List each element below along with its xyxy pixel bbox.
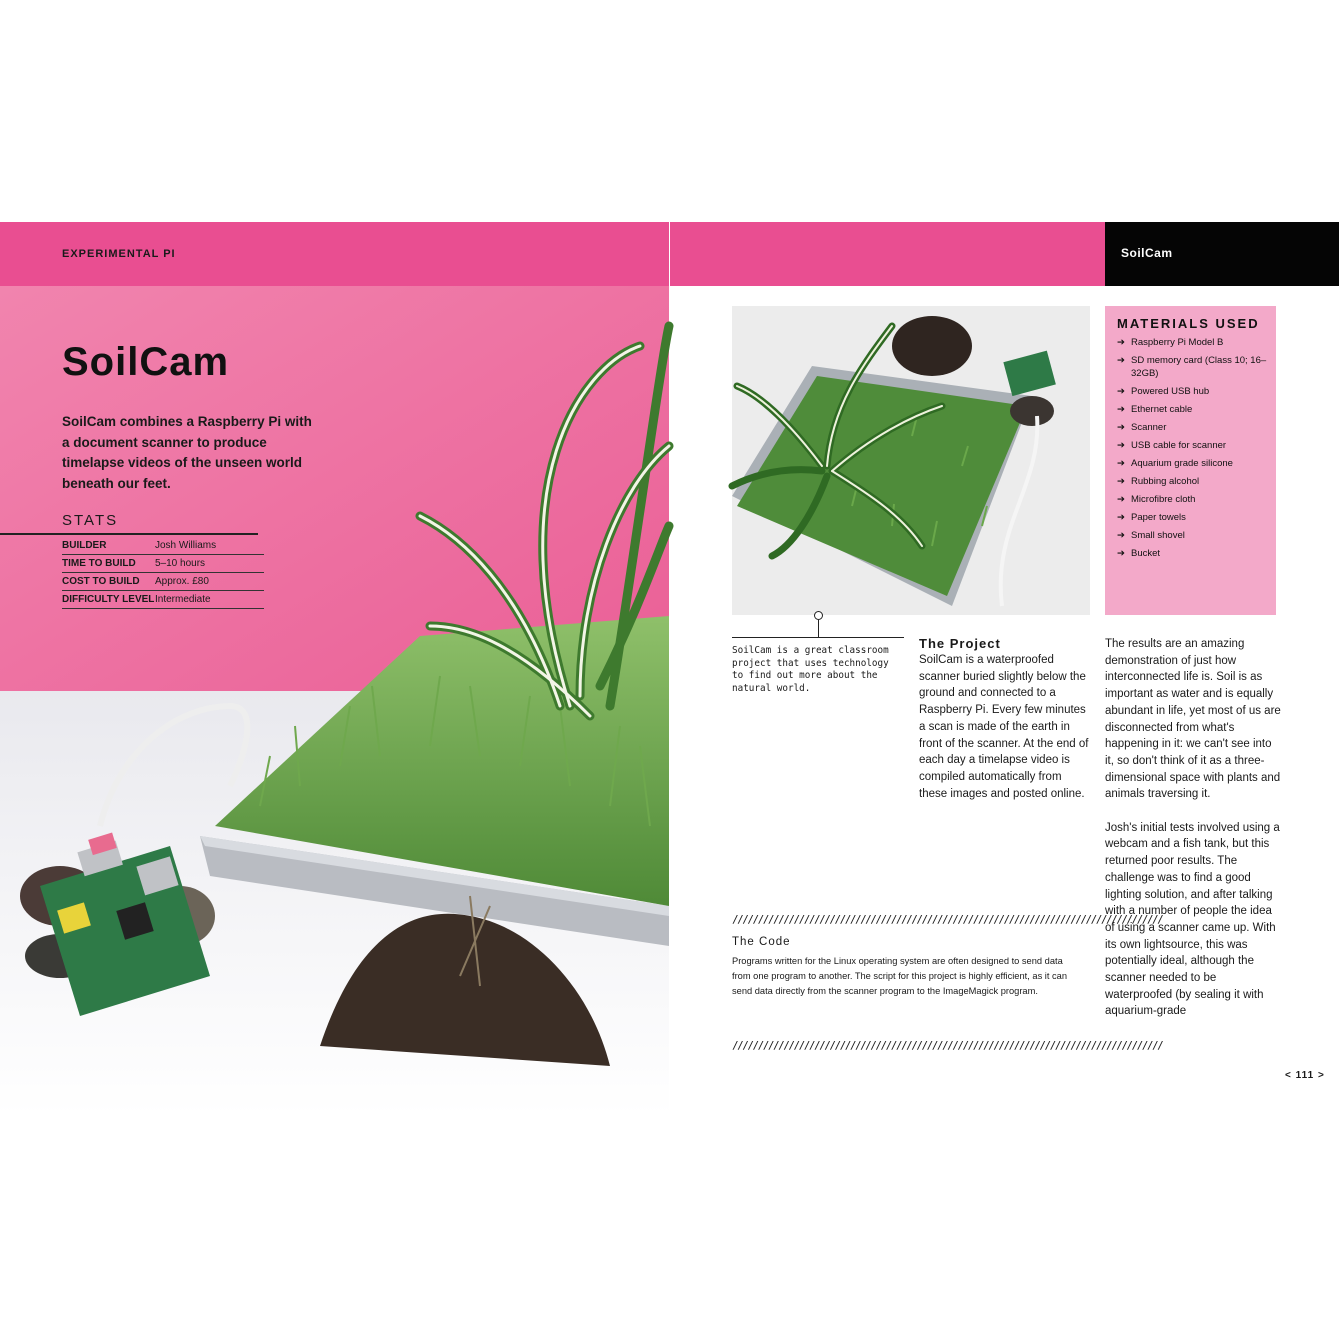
- stats-heading: STATS: [62, 512, 119, 529]
- materials-item: ➔ Bucket: [1117, 548, 1161, 559]
- materials-item: ➔ Powered USB hub: [1117, 386, 1210, 397]
- caption-pointer-dot: [814, 611, 823, 620]
- arrow-right-icon: ➔: [1117, 386, 1125, 397]
- materials-item: ➔ Small shovel: [1117, 530, 1185, 541]
- stats-value: 5–10 hours: [155, 555, 264, 573]
- stats-value: Approx. £80: [155, 573, 264, 591]
- materials-item: ➔ Raspberry Pi Model B: [1117, 337, 1224, 348]
- caption-rule: [732, 637, 904, 638]
- caption-pointer-line: [818, 620, 819, 638]
- scanner-photo: [732, 306, 1090, 615]
- stats-label: DIFFICULTY LEVEL: [62, 591, 155, 609]
- materials-item: ➔ Paper towels: [1117, 512, 1186, 523]
- stats-label: TIME TO BUILD: [62, 555, 155, 573]
- stats-rule: [0, 533, 258, 535]
- arrow-right-icon: ➔: [1117, 512, 1125, 523]
- article-paragraph: Josh's initial tests involved using a webcam and a fish tank, but this returned poor results. The challenge was to find a good lighting solution, and after talking with a number of people the idea of using a scanner came up. With its own lightsource, this was potentially ideal, although the scanner needed to be waterproofed (by sealing it with aquarium-grade: [1105, 821, 1280, 1018]
- hatch-divider-top: ////////////////////////////////////////////////////////////////////////////////////: [732, 913, 1163, 926]
- materials-item: ➔ Ethernet cable: [1117, 404, 1193, 415]
- stats-row: [62, 555, 264, 573]
- stats-table: [62, 537, 264, 609]
- header-bar-middle: [670, 222, 1105, 286]
- arrow-right-icon: ➔: [1117, 440, 1125, 451]
- arrow-right-icon: ➔: [1117, 458, 1125, 469]
- materials-item: ➔ Microfibre cloth: [1117, 494, 1196, 505]
- stats-label: COST TO BUILD: [62, 573, 155, 591]
- page-title: SoilCam: [62, 340, 230, 384]
- materials-list: [1117, 336, 1275, 565]
- stats-value: Josh Williams: [155, 537, 264, 555]
- materials-item: ➔ USB cable for scanner: [1117, 440, 1227, 451]
- code-heading: The Code: [732, 936, 791, 948]
- project-body: SoilCam is a waterproofed scanner buried slightly below the ground and connected to a Raspberry Pi. Every few minutes a scan is made of the earth in front of the scanner. At the end of each day a timelapse video is compiled automatically from these images and posted online.: [919, 654, 1089, 800]
- stats-label: BUILDER: [62, 537, 155, 555]
- article-column-3: [1105, 636, 1281, 1020]
- intro-text: SoilCam combines a Raspberry Pi with a document scanner to produce timelapse videos of the unseen world beneath our feet.: [62, 414, 312, 491]
- stats-row: [62, 591, 264, 609]
- materials-box: [1105, 306, 1276, 615]
- hatch-divider-bottom: ////////////////////////////////////////////////////////////////////////////////////: [732, 1039, 1163, 1052]
- stats-value: Intermediate: [155, 591, 264, 609]
- photo-caption: SoilCam is a great classroom project that uses technology to find out more about the natural world.: [732, 645, 889, 694]
- materials-item: ➔ Rubbing alcohol: [1117, 476, 1200, 487]
- materials-item: ➔ Scanner: [1117, 422, 1167, 433]
- arrow-right-icon: ➔: [1117, 494, 1125, 505]
- article-label: SoilCam: [1121, 246, 1173, 260]
- materials-item: ➔ Aquarium grade silicone: [1117, 458, 1233, 469]
- hero-photo: [0, 286, 669, 1116]
- stats-row: [62, 537, 264, 555]
- stats-row: [62, 573, 264, 591]
- article-paragraph: The results are an amazing demonstration of just how interconnected life is. Soil is as important as water and is equally abundant in life, yet most of us are disconnected from what's happening in it: we can't see into it, so don't think of it as a three-dimensional space with plants and animals traversing it.: [1105, 638, 1281, 801]
- project-heading: The Project: [919, 636, 1001, 651]
- arrow-right-icon: ➔: [1117, 404, 1125, 415]
- arrow-right-icon: ➔: [1117, 337, 1125, 348]
- materials-item: ➔ SD memory card (Class 10; 16–32GB): [1117, 355, 1267, 379]
- materials-heading: MATERIALS USED: [1117, 316, 1260, 331]
- arrow-right-icon: ➔: [1117, 476, 1125, 487]
- arrow-right-icon: ➔: [1117, 530, 1125, 541]
- page-number: < 111 >: [1285, 1070, 1325, 1081]
- arrow-right-icon: ➔: [1117, 355, 1125, 366]
- code-body: Programs written for the Linux operating system are often designed to send data from one program to another. The script for this project is highly efficient, as it can send data directly from the scanner program to the ImageMagick program.: [732, 956, 1068, 997]
- section-label: EXPERIMENTAL PI: [62, 248, 176, 260]
- arrow-right-icon: ➔: [1117, 422, 1125, 433]
- arrow-right-icon: ➔: [1117, 548, 1125, 559]
